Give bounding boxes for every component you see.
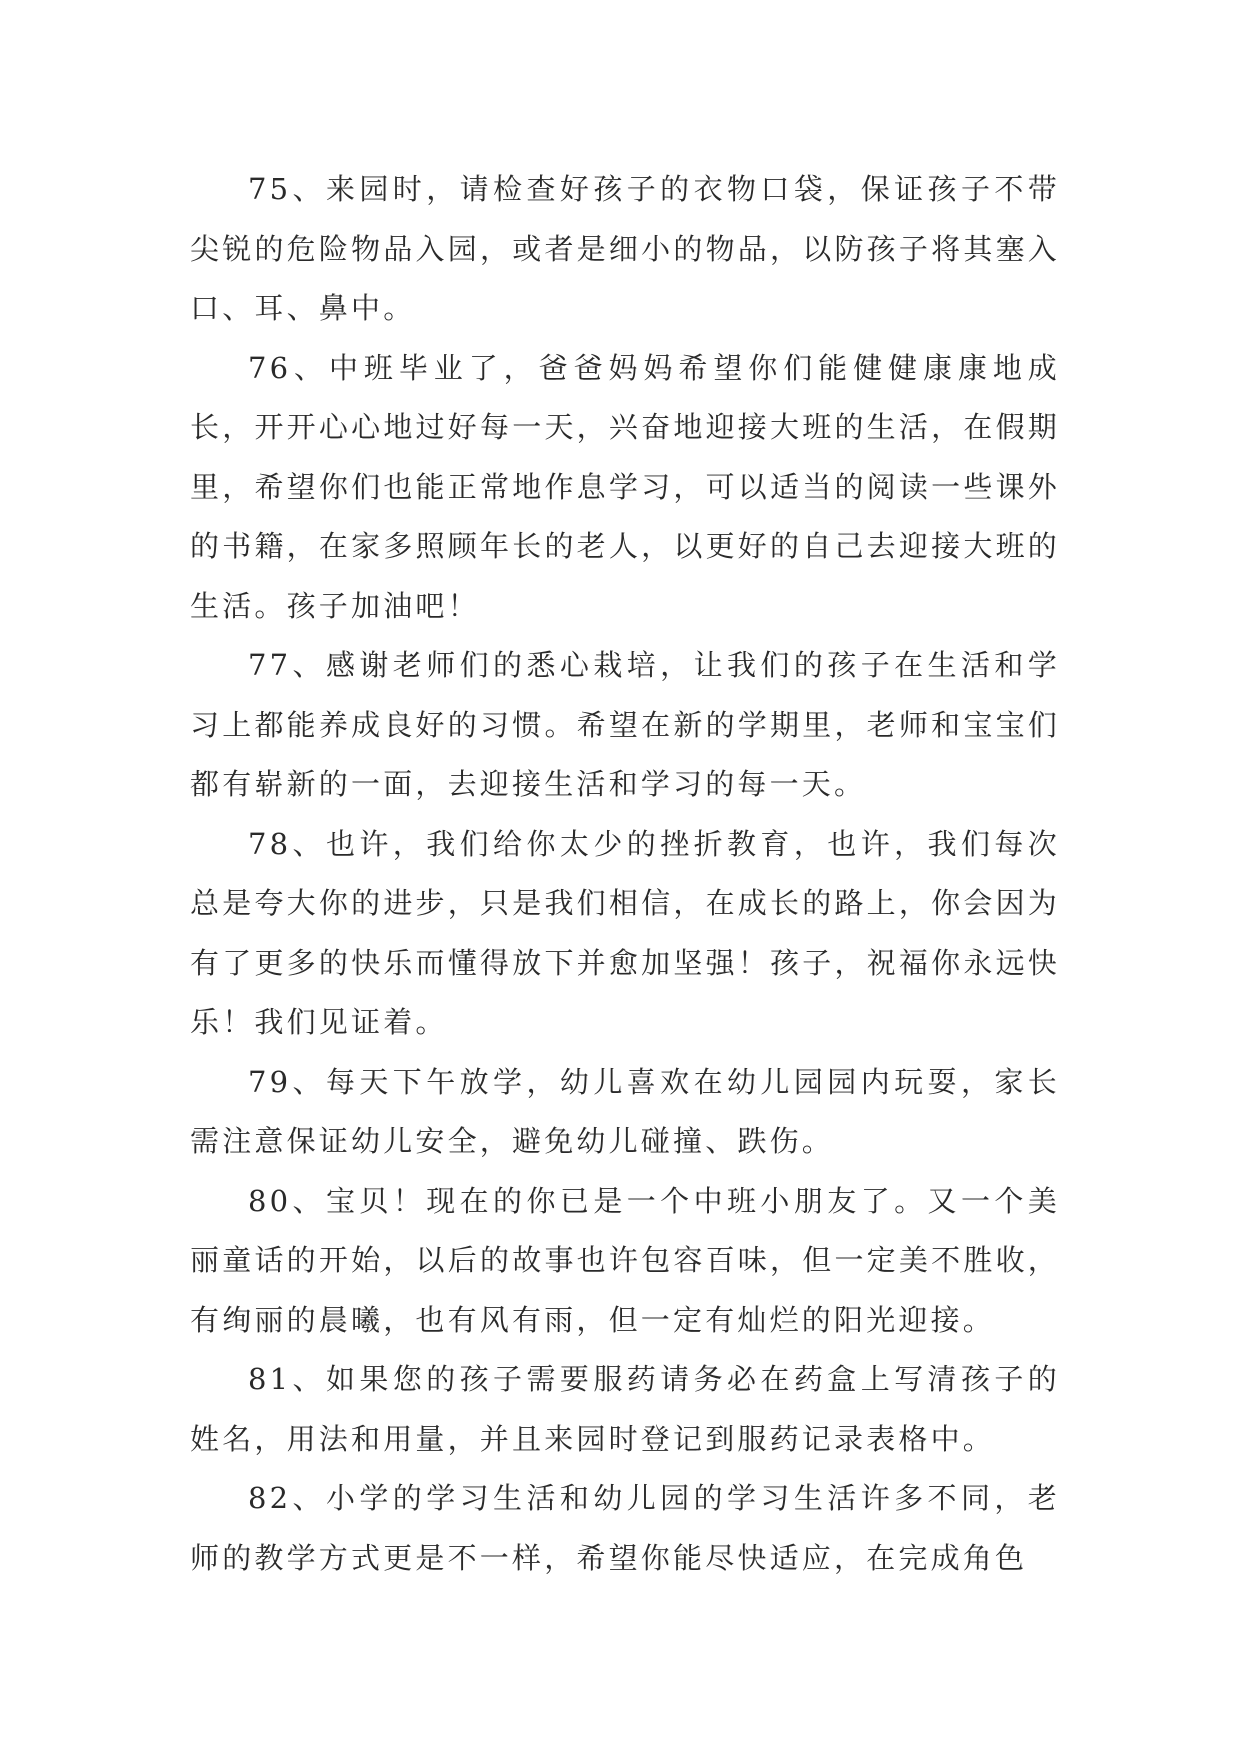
paragraph-77: 77、感谢老师们的悉心栽培，让我们的孩子在生活和学习上都能养成良好的习惯。希望在新的学期里，老师和宝宝们都有崭新的一面，去迎接生活和学习的每一天。 — [190, 648, 1060, 801]
document-body — [190, 160, 1060, 1588]
paragraph-79: 79、每天下午放学，幼儿喜欢在幼儿园园内玩耍，家长需注意保证幼儿安全，避免幼儿碰撞、跌伤。 — [190, 1064, 1060, 1158]
paragraph-78: 78、也许，我们给你太少的挫折教育，也许，我们每次总是夸大你的进步，只是我们相信，在成长的路上，你会因为有了更多的快乐而懂得放下并愈加坚强！孩子，祝福你永远快乐！我们见证着。 — [190, 826, 1060, 1039]
paragraph-80: 80、宝贝！现在的你已是一个中班小朋友了。又一个美丽童话的开始，以后的故事也许包容百味，但一定美不胜收，有绚丽的晨曦，也有风有雨，但一定有灿烂的阳光迎接。 — [190, 1183, 1060, 1337]
paragraph-76: 76、中班毕业了，爸爸妈妈希望你们能健健康康地成长，开开心心地过好每一天，兴奋地迎接大班的生活，在假期里，希望你们也能正常地作息学习，可以适当的阅读一些课外的书籍，在家多照顾年长的老人，以更好的自己去迎接大班的生活。孩子加油吧！ — [190, 350, 1060, 623]
paragraph-82: 82、小学的学习生活和幼儿园的学习生活许多不同，老师的教学方式更是不一样，希望你能尽快适应，在完成角色 — [190, 1481, 1060, 1575]
paragraph-75: 75、来园时，请检查好孩子的衣物口袋，保证孩子不带尖锐的危险物品入园，或者是细小的物品，以防孩子将其塞入口、耳、鼻中。 — [190, 172, 1060, 325]
paragraph-81: 81、如果您的孩子需要服药请务必在药盒上写清孩子的姓名，用法和用量，并且来园时登记到服药记录表格中。 — [190, 1362, 1060, 1456]
